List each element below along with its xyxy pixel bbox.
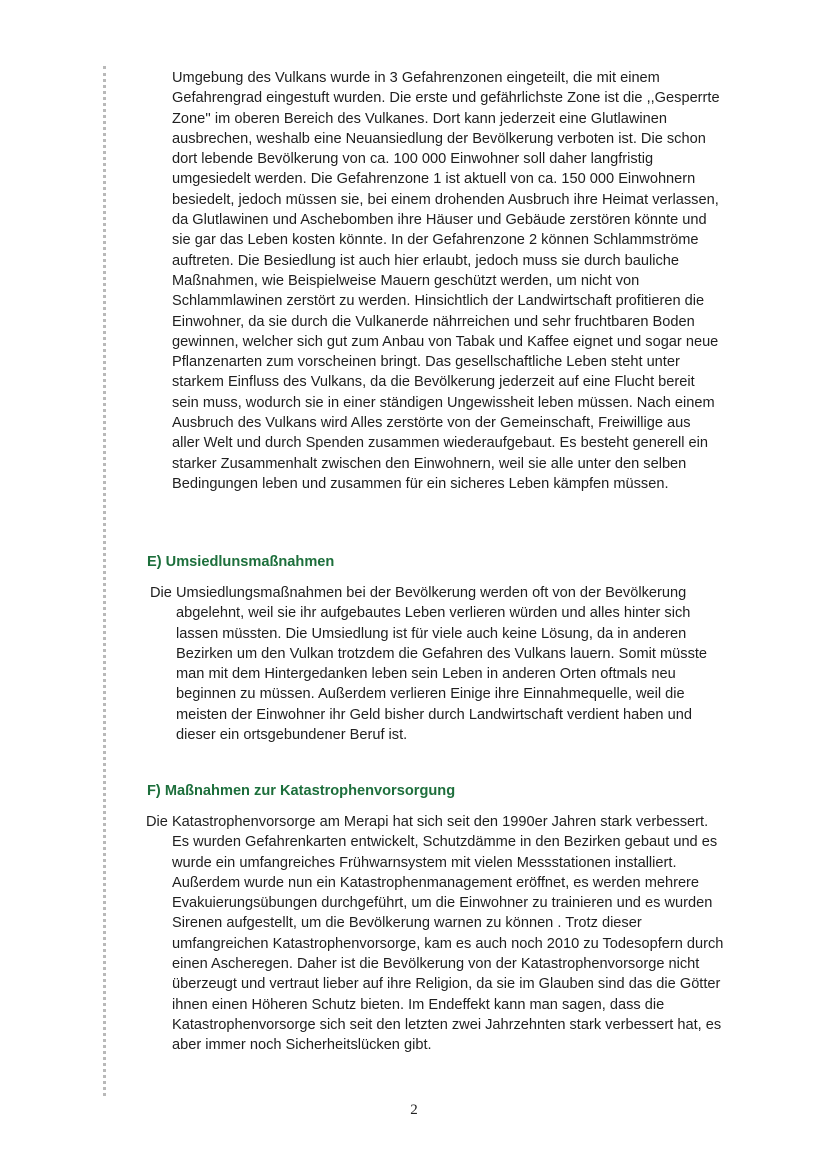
page-number: 2: [410, 1102, 418, 1118]
section-e-paragraph: Die Umsiedlungsmaßnahmen bei der Bevölkerung werden oft von der Bevölkerung abgelehnt, weil sie ihr aufgebautes Leben verlieren würden und alles hinter sich lassen müssten. Die Umsiedlung ist für viele auch keine Lösung, da in anderen Bezirken um den Vulkan trotzdem die Gefahren des Vulkans lauern. Somit müsste man mit dem Hintergedanken leben sein Leben in anderen Orten oftmals neu beginnen zu müssen. Außerdem verlieren Einige ihre Einnahmequelle, weil die meisten der Einwohner ihr Geld bisher durch Landwirtschaft verdient haben und dieser ein ortsgebundener Beruf ist.: [150, 585, 708, 744]
section-d-continuation-paragraph: Umgebung des Vulkans wurde in 3 Gefahrenzonen eingeteilt, die mit einem Gefahrengrad eingestuft wurden. Die erste und gefährlichste Zone ist die ,,Gesperrte Zone'' im oberen Bereich des Vulkanes. Dort kann jederzeit eine Glutlawinen ausbrechen, weshalb eine Neuansiedlung der Bevölkerung verboten ist. Die schon dort lebende Bevölkerung von ca. 100 000 Einwohner soll daher langfristig umgesiedelt werden. Die Gefahrenzone 1 ist aktuell von ca. 150 000 Einwohnern besiedelt, jedoch müssen sie, bei einem drohenden Ausbruch ihre Heimat verlassen, da Glutlawinen und Aschebomben ihre Häuser und Gebäude zerstören könnte und sie gar das Leben kosten könnte. In der Gefahrenzone 2 können Schlammströme auftreten. Die Besiedlung ist auch hier erlaubt, jedoch muss sie durch bauliche Maßnahmen, wie Beispielweise Mauern geschützt werden, um nicht von Schlammlawinen zerstört zu werden. Hinsichtlich der Landwirtschaft profitieren die Einwohner, da sie durch die Vulkanerde nährreichen und sehr fruchtbaren Boden gewinnen, welcher sich gut zum Anbau von Tabak und Kaffee eignet und sogar neue Pflanzenarten zum vorscheinen bringt. Das gesellschaftliche Leben steht unter starkem Einfluss des Vulkans, da die Bevölkerung jederzeit auf eine Flucht bereit sein muss, wodurch sie in einer ständigen Ungewissheit leben müssen. Nach einem Ausbruch des Vulkans wird Alles zerstörte von der Gemeinschaft, Freiwillige aus aller Welt und durch Spenden zusammen wiederaufgebaut. Es besteht generell ein starker Zusammenhalt zwischen den Einwohnern, weil sie alle unter den selben Bedingungen leben und zusammen für ein sicheres Leben kämpfen müssen.: [172, 70, 720, 492]
section-e-heading: E) Umsiedlunsmaßnahmen: [147, 554, 335, 570]
section-f-heading: F) Maßnahmen zur Katastrophenvorsorgung: [147, 783, 456, 799]
section-f-paragraph: Die Katastrophenvorsorge am Merapi hat sich seit den 1990er Jahren stark verbessert. Es wurden Gefahrenkarten entwickelt, Schutzdämme in den Bezirken gebaut und es wurde ein umfangreiches Frühwarnsystem mit vielen Messstationen installiert. Außerdem wurde nun ein Katastrophenmanagement eröffnet, es werden mehrere Evakuierungsübungen durchgeführt, um die Einwohner zu trainieren und es wurden Sirenen aufgestellt, um die Bevölkerung warnen zu können . Trotz dieser umfangreichen Katastrophenvorsorge, kam es auch noch 2010 zu Todesopfern durch einen Ascheregen. Daher ist die Bevölkerung von der Katastrophenvorsorge nicht überzeugt und vertraut lieber auf ihre Religion, da sie im Glauben sind das die Götter ihnen einen Höheren Schutz bieten. Im Endeffekt kann man sagen, dass die Katastrophenvorsorge sich seit den letzten zwei Jahrzehnten stark verbessert hat, es aber immer noch Sicherheitslücken gibt.: [146, 814, 724, 1054]
left-dotted-margin-line: [103, 66, 106, 1096]
